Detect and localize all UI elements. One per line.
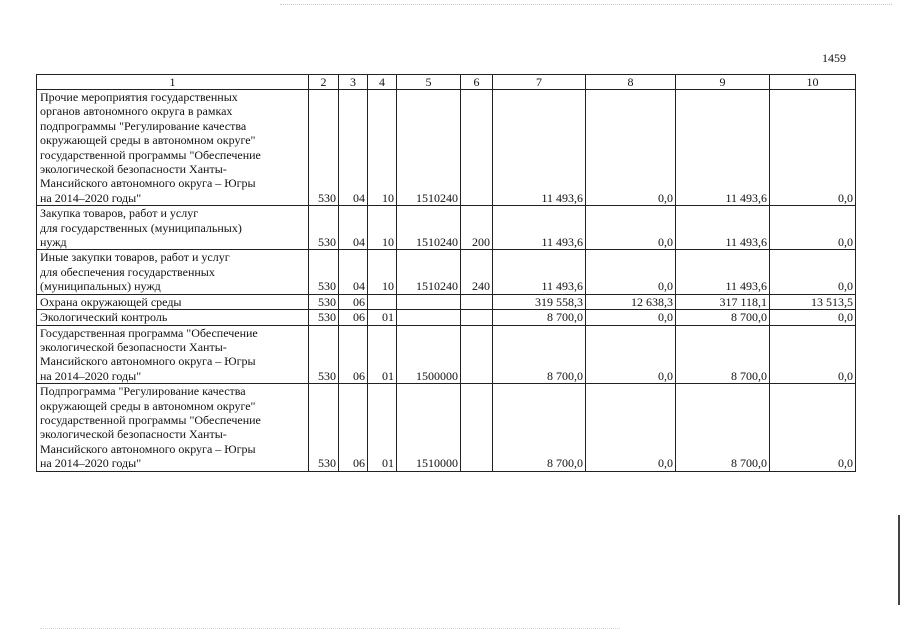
item-name-line: Мансийского автономного округа – Югры <box>40 176 256 191</box>
cell-subvention-amount: 0,0 <box>586 325 676 384</box>
item-name-line: для государственных (муниципальных) <box>40 220 242 235</box>
item-name-line: подпрограммы "Регулирование качества <box>40 118 247 133</box>
cell-target-article <box>397 294 461 309</box>
cell-target-article: 1510240 <box>397 250 461 294</box>
item-name-line: (муниципальных) нужд <box>40 279 161 294</box>
cell-subvention-amount: 0,0 <box>586 206 676 250</box>
cell-subvention-next: 0,0 <box>770 310 856 325</box>
cell-expense-type <box>461 294 493 309</box>
scan-artifact-top <box>280 4 892 5</box>
cell-amount-next: 11 493,6 <box>676 250 770 294</box>
cell-item-name <box>37 206 309 250</box>
cell-subvention-amount: 0,0 <box>586 90 676 206</box>
cell-amount: 8 700,0 <box>493 325 586 384</box>
cell-expense-type <box>461 90 493 206</box>
cell-expense-type <box>461 384 493 471</box>
item-name-line: нужд <box>40 235 67 250</box>
cell-ministry-code: 530 <box>309 310 339 325</box>
table-body <box>37 90 856 472</box>
cell-subsection: 10 <box>368 250 397 294</box>
cell-ministry-code: 530 <box>309 384 339 471</box>
cell-ministry-code: 530 <box>309 294 339 309</box>
header-row <box>37 75 856 90</box>
table-row <box>37 206 856 250</box>
cell-subvention-next: 0,0 <box>770 206 856 250</box>
cell-item-name <box>37 294 309 309</box>
cell-subsection: 10 <box>368 206 397 250</box>
column-header: 8 <box>586 75 676 90</box>
cell-ministry-code: 530 <box>309 90 339 206</box>
cell-subvention-amount: 0,0 <box>586 250 676 294</box>
cell-expense-type: 200 <box>461 206 493 250</box>
cell-expense-type: 240 <box>461 250 493 294</box>
item-name-line: Мансийского автономного округа – Югры <box>40 354 256 369</box>
cell-expense-type <box>461 310 493 325</box>
cell-amount-next: 11 493,6 <box>676 90 770 206</box>
table-row <box>37 384 856 471</box>
table-row <box>37 310 856 325</box>
item-name-line: на 2014–2020 годы" <box>40 456 142 471</box>
cell-subsection: 10 <box>368 90 397 206</box>
cell-section: 04 <box>339 90 368 206</box>
cell-item-name <box>37 325 309 384</box>
table-row <box>37 325 856 384</box>
scan-artifact-bottom <box>40 628 620 629</box>
item-name-line: на 2014–2020 годы" <box>40 368 142 383</box>
cell-target-article: 1510240 <box>397 90 461 206</box>
cell-section: 06 <box>339 384 368 471</box>
item-name-line: Государственная программа "Обеспечение <box>40 325 258 340</box>
cell-section: 06 <box>339 294 368 309</box>
cell-subsection: 01 <box>368 384 397 471</box>
cell-item-name <box>37 310 309 325</box>
cell-item-name <box>37 384 309 471</box>
item-name-line: органов автономного округа в рамках <box>40 104 233 119</box>
cell-ministry-code: 530 <box>309 206 339 250</box>
column-header: 4 <box>368 75 397 90</box>
item-name-line: на 2014–2020 годы" <box>40 190 142 205</box>
cell-subsection: 01 <box>368 310 397 325</box>
item-name-line: Подпрограмма "Регулирование качества <box>40 384 246 399</box>
cell-subsection: 01 <box>368 325 397 384</box>
column-header: 5 <box>397 75 461 90</box>
cell-target-article <box>397 310 461 325</box>
column-header: 1 <box>37 75 309 90</box>
cell-amount: 8 700,0 <box>493 384 586 471</box>
cell-section: 06 <box>339 325 368 384</box>
cell-amount: 319 558,3 <box>493 294 586 309</box>
cell-section: 04 <box>339 250 368 294</box>
table-row <box>37 294 856 309</box>
cell-subvention-next: 0,0 <box>770 250 856 294</box>
scan-artifact-right <box>898 515 900 605</box>
item-name-line: Мансийского автономного округа – Югры <box>40 441 256 456</box>
cell-section: 06 <box>339 310 368 325</box>
item-name-line: для обеспечения государственных <box>40 264 215 279</box>
table-row <box>37 90 856 206</box>
item-name-line: окружающей среды в автономном округе" <box>40 133 256 148</box>
cell-amount: 8 700,0 <box>493 310 586 325</box>
cell-ministry-code: 530 <box>309 250 339 294</box>
column-header: 6 <box>461 75 493 90</box>
cell-amount-next: 8 700,0 <box>676 325 770 384</box>
item-name-line: экологической безопасности Ханты- <box>40 427 227 442</box>
cell-subvention-next: 13 513,5 <box>770 294 856 309</box>
cell-amount-next: 317 118,1 <box>676 294 770 309</box>
column-header: 2 <box>309 75 339 90</box>
column-header: 3 <box>339 75 368 90</box>
cell-subvention-amount: 12 638,3 <box>586 294 676 309</box>
cell-subvention-next: 0,0 <box>770 325 856 384</box>
cell-target-article: 1510240 <box>397 206 461 250</box>
budget-table <box>36 74 856 472</box>
cell-item-name <box>37 90 309 206</box>
cell-amount: 11 493,6 <box>493 250 586 294</box>
cell-subsection <box>368 294 397 309</box>
cell-target-article: 1500000 <box>397 325 461 384</box>
cell-subvention-next: 0,0 <box>770 90 856 206</box>
item-name-line: государственной программы "Обеспечение <box>40 147 261 162</box>
cell-amount-next: 11 493,6 <box>676 206 770 250</box>
item-name-line: Закупка товаров, работ и услуг <box>40 206 199 221</box>
cell-amount-next: 8 700,0 <box>676 384 770 471</box>
item-name-line: Охрана окружающей среды <box>40 294 182 309</box>
item-name-line: экологической безопасности Ханты- <box>40 339 227 354</box>
item-name-line: окружающей среды в автономном округе" <box>40 398 256 413</box>
page-number: 1459 <box>822 51 846 65</box>
cell-subvention-amount: 0,0 <box>586 384 676 471</box>
table-row <box>37 250 856 294</box>
cell-subvention-amount: 0,0 <box>586 310 676 325</box>
cell-section: 04 <box>339 206 368 250</box>
cell-item-name <box>37 250 309 294</box>
item-name-line: Экологический контроль <box>40 310 168 325</box>
column-header: 9 <box>676 75 770 90</box>
cell-expense-type <box>461 325 493 384</box>
cell-target-article: 1510000 <box>397 384 461 471</box>
item-name-line: Иные закупки товаров, работ и услуг <box>40 250 230 265</box>
column-header: 7 <box>493 75 586 90</box>
item-name-line: государственной программы "Обеспечение <box>40 412 261 427</box>
item-name-line: Прочие мероприятия государственных <box>40 90 238 104</box>
cell-amount: 11 493,6 <box>493 90 586 206</box>
column-header: 10 <box>770 75 856 90</box>
cell-ministry-code: 530 <box>309 325 339 384</box>
item-name-line: экологической безопасности Ханты- <box>40 162 227 177</box>
cell-subvention-next: 0,0 <box>770 384 856 471</box>
cell-amount-next: 8 700,0 <box>676 310 770 325</box>
cell-amount: 11 493,6 <box>493 206 586 250</box>
